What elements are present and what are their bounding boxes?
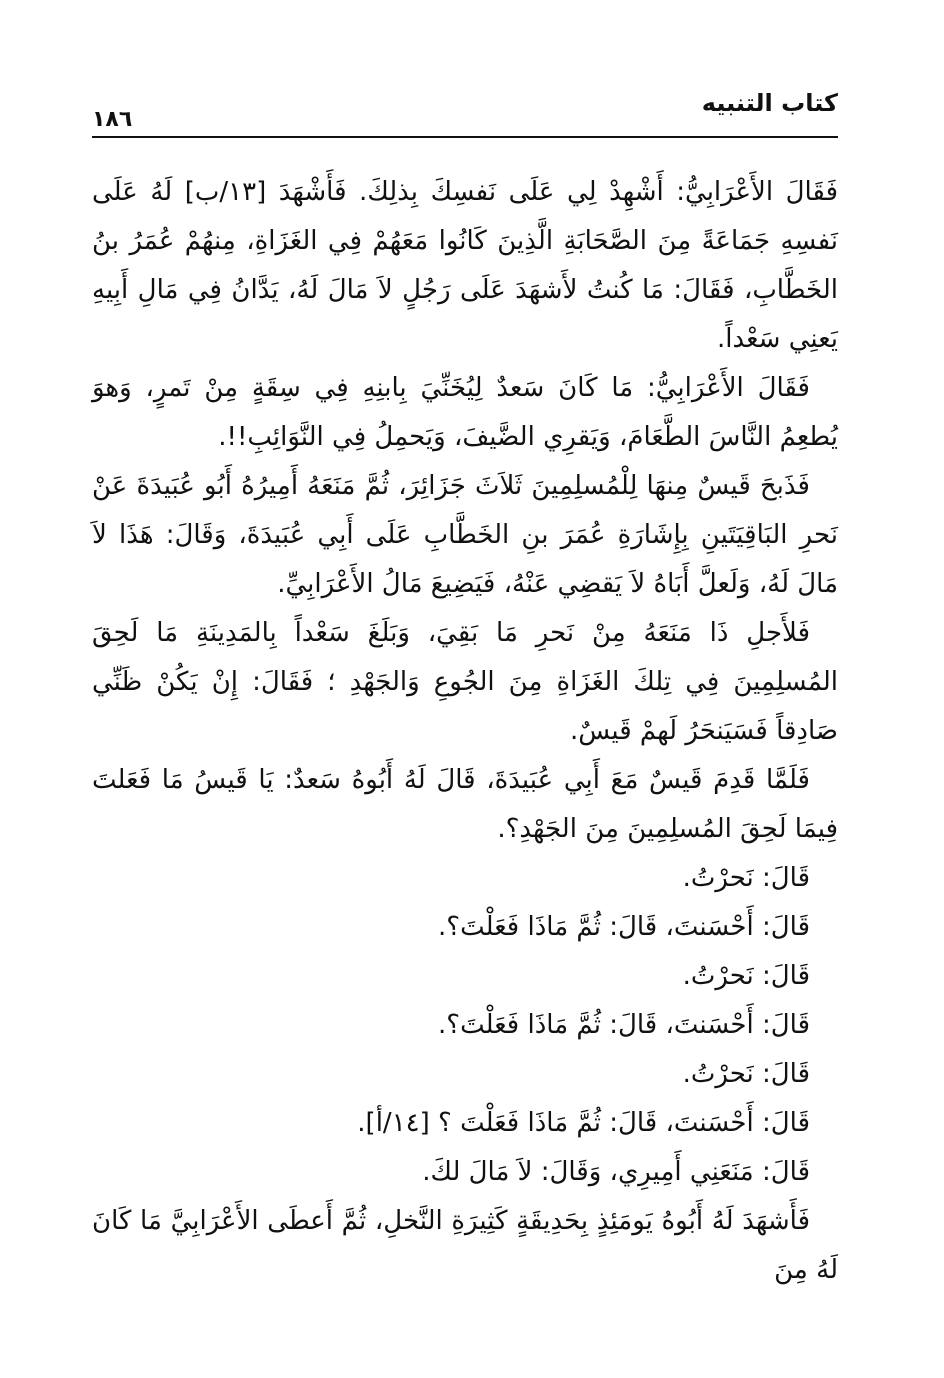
header-divider	[92, 136, 838, 138]
dialog-line: قَالَ: نَحرْتُ.	[682, 863, 810, 893]
closing-paragraph: فَأَشهَدَ لَهُ أَبُوهُ يَومَئِذٍ بِحَدِيقَةٍ كَثِيرَةِ النَّخلِ، ثُمَّ أَعطَى الأَعْرَابِيَّ مَا كَانَ لَهُ مِنَ	[92, 1206, 838, 1285]
dialog-line: قَالَ: أَحْسَنتَ، قَالَ: ثُمَّ مَاذَا فَعَلْتَ؟.	[438, 912, 810, 942]
paragraph: فَلَمَّا قَدِمَ قَيسٌ مَعَ أَبِي عُبَيدَةَ، قَالَ لَهُ أَبُوهُ سَعدٌ: يَا قَيسُ مَا فَعَلتَ فِيمَا لَحِقَ المُسلِمِينَ مِنَ الجَهْدِ؟.	[92, 765, 838, 844]
paragraph: فَقَالَ الأَعْرَابِيُّ: أَشْهِدْ لِي عَلَى نَفسِكَ بِذلِكَ. فَأَشْهَدَ [١٣/ب] لَهُ عَلَى نَفسِهِ جَمَاعَةً مِنَ الصَّحَابَةِ الَّذِينَ كَانُوا مَعَهُمْ فِي الغَزَاةِ، مِنهُمْ عُمَرُ بنُ الخَطَّابِ، فَقَالَ: مَا كُنتُ لأَشهَدَ عَلَى رَجُلٍ لاَ مَالَ لَهُ، يَدَّانُ فِي مَالِ أَبِيهِ يَعنِي سَعْداً.	[92, 177, 839, 354]
dialog-line: قَالَ: أَحْسَنتَ، قَالَ: ثُمَّ مَاذَا فَعَلْتَ ؟ [١٤/أ].	[357, 1108, 810, 1138]
dialog-line: قَالَ: نَحرْتُ.	[682, 961, 810, 991]
running-title: كتاب التنبيه	[701, 89, 838, 117]
paragraph: فَلأَجلِ ذَا مَنَعَهُ مِنْ نَحرِ مَا بَقِيَ، وَبَلَغَ سَعْداً بِالمَدِينَةِ مَا لَحِقَ المُسلِمِينَ فِي تِلكَ الغَزَاةِ مِنَ الجُوعِ وَالجَهْدِ ؛ فَقَالَ: إِنْ يَكُنْ ظَنِّي صَادِقاً فَسَيَنحَرُ لَهمْ قَيسٌ.	[92, 618, 838, 746]
dialog-line: قَالَ: أَحْسَنتَ، قَالَ: ثُمَّ مَاذَا فَعَلْتَ؟.	[438, 1010, 810, 1040]
paragraph: فَقَالَ الأَعْرَابِيُّ: مَا كَانَ سَعدٌ لِيُخَنِّيَ بِابنِهِ فِي سِقَةٍ مِنْ تَمرٍ، وَهوَ يُطعِمُ النَّاسَ الطَّعَامَ، وَيَقرِي الضَّيفَ، وَيَحمِلُ فِي النَّوَائِبِ!!.	[92, 373, 838, 452]
page-number: ١٨٦	[92, 107, 133, 132]
paragraph: فَذَبحَ قَيسٌ مِنهَا لِلْمُسلِمِينَ ثَلاَثَ جَزَائِرَ، ثُمَّ مَنَعَهُ أَمِيرُهُ أَبُو عُبَيدَةَ عَنْ نَحرِ البَاقِيَتَينِ بِإِشَارَةِ عُمَرَ بنِ الخَطَّابِ عَلَى أَبِي عُبَيدَةَ، وَقَالَ: هَذَا لاَ مَالَ لَهُ، وَلَعلَّ أَبَاهُ لاَ يَقضِي عَنْهُ، فَيَضِيعَ مَالُ الأَعْرَابِيِّ.	[92, 471, 838, 599]
page-header	[92, 82, 838, 132]
dialog-line: قَالَ: نَحرْتُ.	[682, 1059, 810, 1089]
body-text	[92, 168, 838, 1295]
dialog-line: قَالَ: مَنَعَنِي أَمِيرِي، وَقَالَ: لاَ مَالَ لكَ.	[422, 1157, 810, 1187]
